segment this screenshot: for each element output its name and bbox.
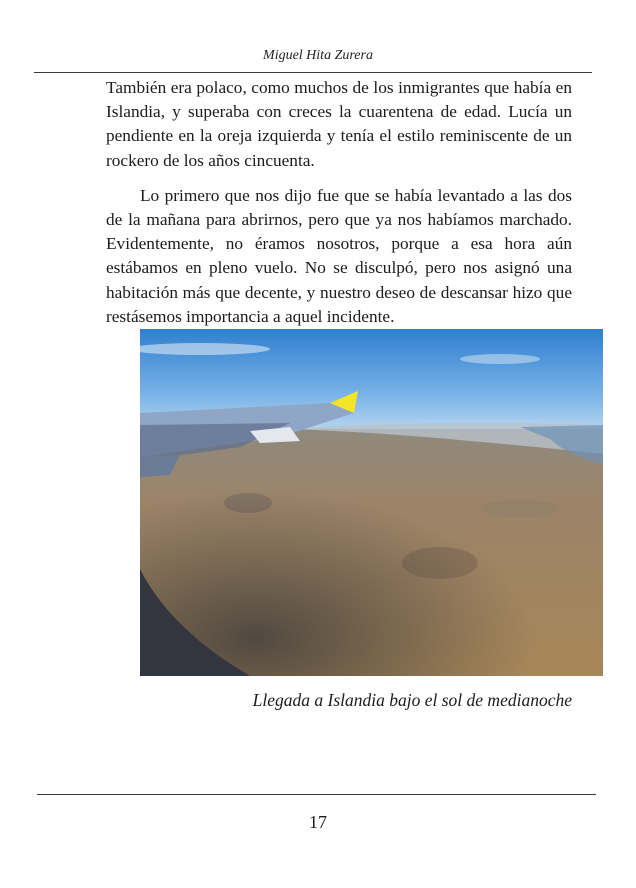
- header-rule: [34, 72, 592, 73]
- airplane-window-photo: [140, 329, 603, 676]
- body-text: [106, 76, 572, 329]
- paragraph-2: Lo primero que nos dijo fue que se había levantado a las dos de la mañana para abrirnos, pero que ya nos habíamos marchado. Evidentemente, no éramos nosotros, porque a esa hora aún estábamos en pleno vuelo. No se disculpó, pero nos asignó una habitación más que decente, y nuestro deseo de descansar hizo que restásemos importancia a aquel incidente.: [106, 185, 572, 326]
- paragraph-1: También era polaco, como muchos de los inmigrantes que había en Islandia, y superaba con creces la cuarentena de edad. Lucía un pendiente en la oreja izquierda y tenía el estilo reminiscente de un rockero de los años cincuenta.: [106, 78, 572, 170]
- figure-caption: Llegada a Islandia bajo el sol de medianoche: [252, 690, 572, 710]
- footer-rule: [37, 794, 596, 795]
- running-header: Miguel Hita Zurera: [263, 48, 373, 63]
- page-number: 17: [309, 812, 327, 832]
